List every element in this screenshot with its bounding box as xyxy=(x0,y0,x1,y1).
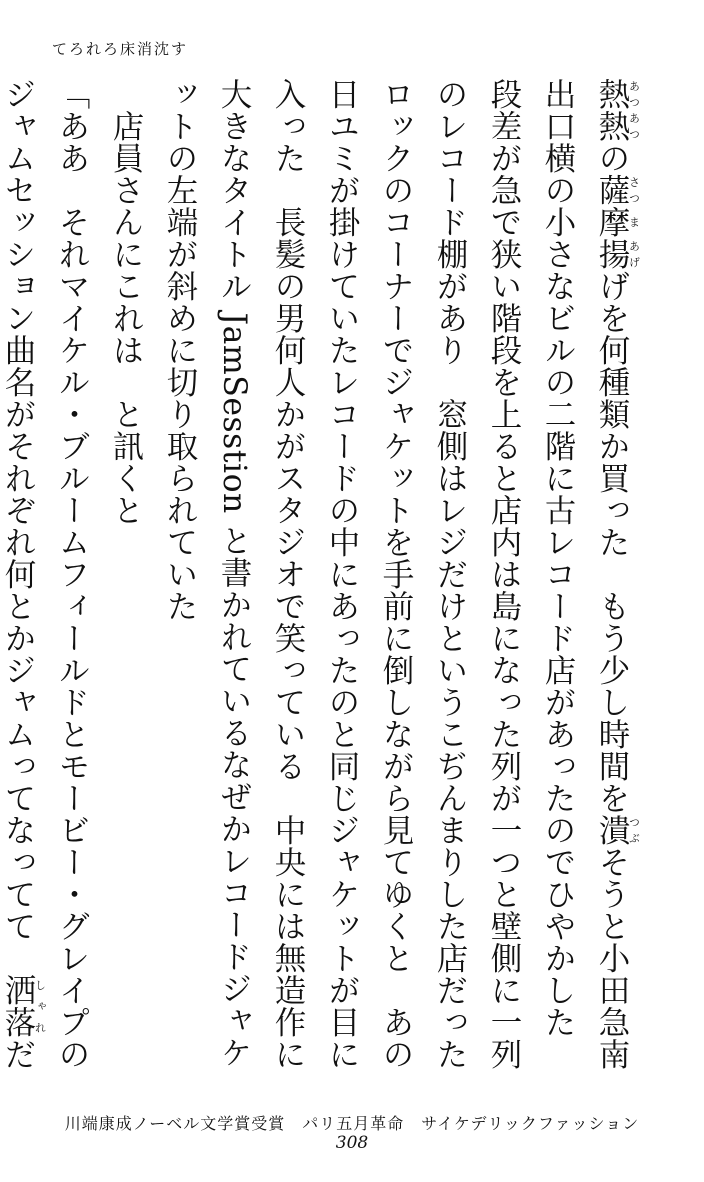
ruby-base: 洒落 xyxy=(0,974,36,1038)
ruby-reading: あつ xyxy=(627,110,641,142)
paragraph xyxy=(153,78,641,1102)
ruby-word xyxy=(594,206,641,238)
ruby-base: 潰 xyxy=(594,814,630,846)
ruby-word xyxy=(0,974,47,1038)
text-run: 店員さんにこれは と訊くと xyxy=(108,78,144,526)
ruby-word xyxy=(594,110,641,142)
paragraph xyxy=(99,78,153,1098)
ruby-base: 揚 xyxy=(594,238,630,270)
ruby-word xyxy=(594,814,641,846)
ruby-word xyxy=(594,238,641,270)
footer-line: 川端康成ノーベル文学賞受賞 パリ五月革命 サイケデリックファッション xyxy=(64,1114,640,1133)
ruby-base: 熱 xyxy=(594,78,630,110)
ruby-word xyxy=(594,78,641,110)
ruby-reading: さつ xyxy=(627,174,641,206)
running-head: てろれろ床消沈す xyxy=(52,40,189,58)
text-run: げを何種類か買った もう少し時間を xyxy=(594,270,630,814)
text-run: だ xyxy=(0,1038,36,1070)
text-run: の xyxy=(594,142,630,174)
ruby-base: 摩 xyxy=(594,206,630,238)
ruby-word xyxy=(594,174,641,206)
ruby-reading: しゃれ xyxy=(33,974,47,1038)
text-run: 「ああ それマイケル・ブルームフィールドとモービー・グレイプのジャムセッション曲名がそれぞれ何とかジャムってなってて xyxy=(0,78,90,1070)
ruby-reading: あげ xyxy=(627,238,641,270)
ruby-reading: ま xyxy=(627,206,641,238)
ruby-reading: つぶ xyxy=(627,814,641,846)
ruby-reading: あつ xyxy=(627,78,641,110)
body-text xyxy=(0,78,641,1102)
ruby-base: 薩 xyxy=(594,174,630,206)
page-number: 308 xyxy=(335,1133,369,1153)
text-run: そうと小田急南出口横の小さなビルの二階に古レコード店があったのでひやかした 段差が急で狭い階段を上ると店内は島になった列が一つと壁側に一列のレコード棚があり 窓側はレジだけというこぢんまりした店だった ロックのコーナーでジャケットを手前に倒しながら見てゆくと あの日ユミが掛けていたレコードの中にあったのと同じジャケットが目に入った 長髪の男何人かがスタジオで笑っている 中央には無造作に大きなタイトル JamSesstion と書かれているなぜかレコードジャケットの左端が斜めに切り取られていた xyxy=(162,78,630,1102)
ruby-base: 熱 xyxy=(594,110,630,142)
paragraph xyxy=(0,78,99,1098)
